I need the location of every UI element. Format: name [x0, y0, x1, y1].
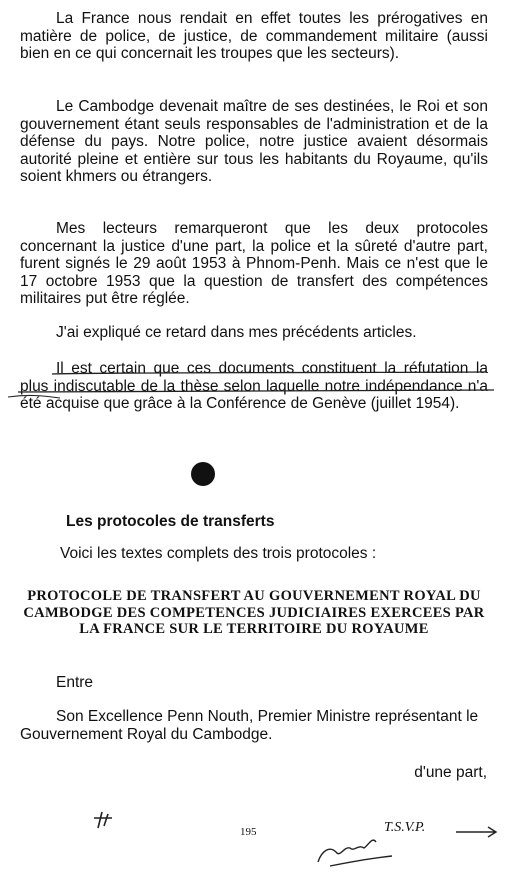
entre-label: Entre [56, 674, 94, 691]
paragraph-retard: J'ai expliqué ce retard dans mes précédents articles. [56, 324, 417, 341]
ornament-dot-icon [191, 462, 215, 486]
handwritten-signature [318, 840, 392, 866]
signatory-paragraph: Son Excellence Penn Nouth, Premier Ministre représentant le Gouvernement Royal du Cambodge. [20, 708, 479, 743]
handwritten-initial-mark [94, 812, 112, 828]
paragraph-protocoles-signes: Mes lecteurs remarqueront que les deux protocoles concernant la justice d'une part, la police et la sûreté d'autre part, furent signés le 29 août 1953 à Phnom-Penh. Mais ce n'est que le 17 octobre 1953 que la question de transfert des compétences militaires put être réglée. [20, 220, 488, 307]
paragraph-cambodge-destinees: Le Cambodge devenait maître de ses destinées, le Roi et son gouvernement étant seuls responsables de l'administration et de la défense du pays. Notre police, notre justice avaient désormais autorité pleine et entière sur tous les habitants du Royaume, qu'ils soient khmers ou étrangers. [20, 98, 488, 185]
section-heading: Les protocoles de transferts [66, 513, 275, 530]
paragraph-refutation: Il est certain que ces documents constituent la réfutation la plus indiscutable de la thèse selon laquelle notre indépendance n'a été acquise que grâce à la Conférence de Genève (juillet 1954). [20, 360, 488, 412]
paragraph-prerogatives: La France nous rendait en effet toutes les prérogatives en matière de police, de justice, de commandement militaire (aussi bien en ce qui concernait les troupes que les secteurs). [20, 10, 488, 62]
handwritten-arrow-icon [456, 827, 496, 837]
intro-text: Voici les textes complets des trois protocoles : [60, 545, 377, 562]
dune-part-label: d'une part, [414, 764, 487, 781]
page-number: 195 [240, 826, 257, 838]
protocol-title: PROTOCOLE DE TRANSFERT AU GOUVERNEMENT ROYAL DU CAMBODGE DES COMPETENCES JUDICIAIRES EXERCEES PAR LA FRANCE SUR LE TERRITOIRE DU ROYAUME [23, 588, 485, 638]
handwritten-tsvp-note: T.S.V.P. [384, 820, 426, 835]
